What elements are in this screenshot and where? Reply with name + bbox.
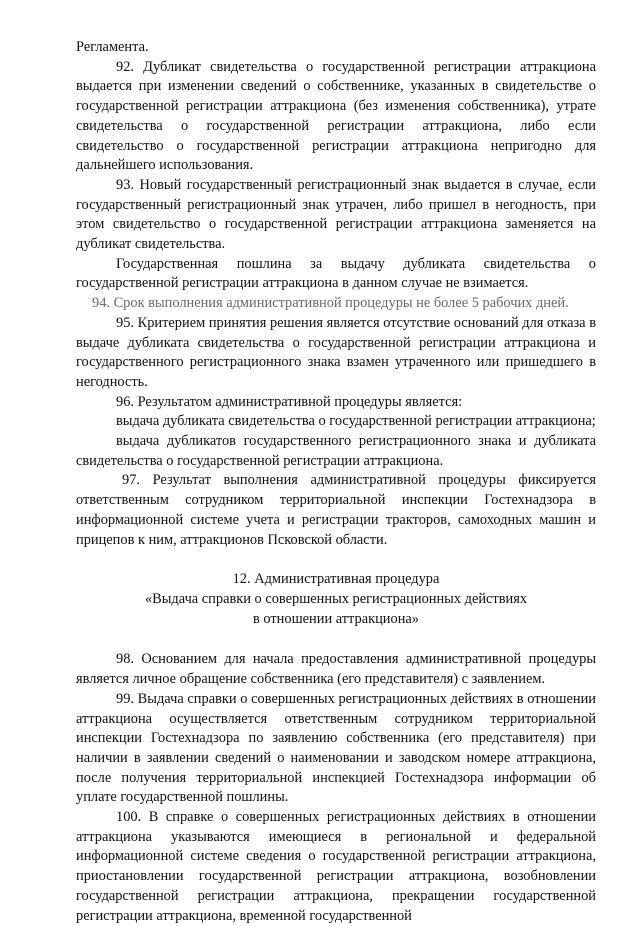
paragraph-94: 94. Срок выполнения административной процедуры не более 5 рабочих дней.	[92, 295, 569, 312]
paragraph-92: 92. Дубликат свидетельства о государственной регистрации аттракциона выдается при изменении сведений о собственнике, указанных в свидетельстве о государственной регистрации аттракциона (без изменения собственника), утрате свидетельства о государственной регистрации аттракциона, либо если свидетельство о государственной регистрации аттракциона непригодно для дальнейшего использования.	[76, 58, 596, 174]
paragraph-96: 96. Результатом административной процедуры является:	[116, 393, 463, 410]
text-block-bottom	[76, 650, 596, 926]
section-heading	[76, 570, 596, 629]
paragraph-98: 98. Основанием для начала предоставления административной процедуры является личное обращение собственника (его представителя) с заявлением.	[76, 651, 596, 688]
paragraph-100: 100. В справке о совершенных регистрационных действиях в отношении аттракциона указываются имеющиеся в региональной и федеральной информационной системе сведения о государственной регистрации аттракциона, приостановлении государственной регистрации аттракциона, возобновлении государственной регистрации аттракциона, прекращении государственной регистрации аттракциона, временной государственной	[76, 809, 596, 924]
paragraph-99: 99. Выдача справки о совершенных регистрационных действиях в отношении аттракциона осуществляется ответственным сотрудником территориальной инспекции Гостехнадзора по заявлению собственника (его представителя) при наличии в заявлении сведений о наименовании и заводском номере аттракциона, после получения территориальной инспекцией Гостехнадзора информации об уплате государственной пошлины.	[76, 690, 596, 806]
text-block-top	[76, 38, 596, 550]
paragraph-96-item-2: выдача дубликатов государственного регистрационного знака и дубликата свидетельства о государственной регистрации аттракциона.	[76, 433, 596, 469]
heading-line-1: 12. Административная процедура	[232, 571, 440, 588]
paragraph-95: 95. Критерием принятия решения является отсутствие оснований для отказа в выдаче дубликата свидетельства о государственной регистрации аттракциона и государственного регистрационного знака взамен утраченного или пришедшего в негодность.	[76, 314, 596, 390]
paragraph-93-fee: Государственная пошлина за выдачу дубликата свидетельства о государственной регистрации аттракциона в данном случае не взимается.	[76, 255, 596, 292]
paragraph-continuation: Регламента.	[76, 39, 149, 55]
paragraph-96-item-1: выдача дубликата свидетельства о государственной регистрации аттракциона;	[116, 413, 596, 430]
paragraph-97: 97. Результат выполнения административной процедуры фиксируется ответственным сотрудником территориальной инспекции Гостехнадзора в информационной системе учета и регистрации тракторов, самоходных машин и прицепов к ним, аттракционов Псковской области.	[76, 472, 596, 548]
heading-line-3: в отношении аттракциона»	[253, 610, 419, 627]
paragraph-93: 93. Новый государственный регистрационный знак выдается в случае, если государственный регистрационный знак утрачен, либо пришел в негодность, при этом свидетельство о государственной регистрации аттракциона заменяется на дубликат свидетельства.	[76, 176, 596, 253]
heading-line-2: «Выдача справки о совершенных регистрационных действиях	[144, 590, 528, 607]
